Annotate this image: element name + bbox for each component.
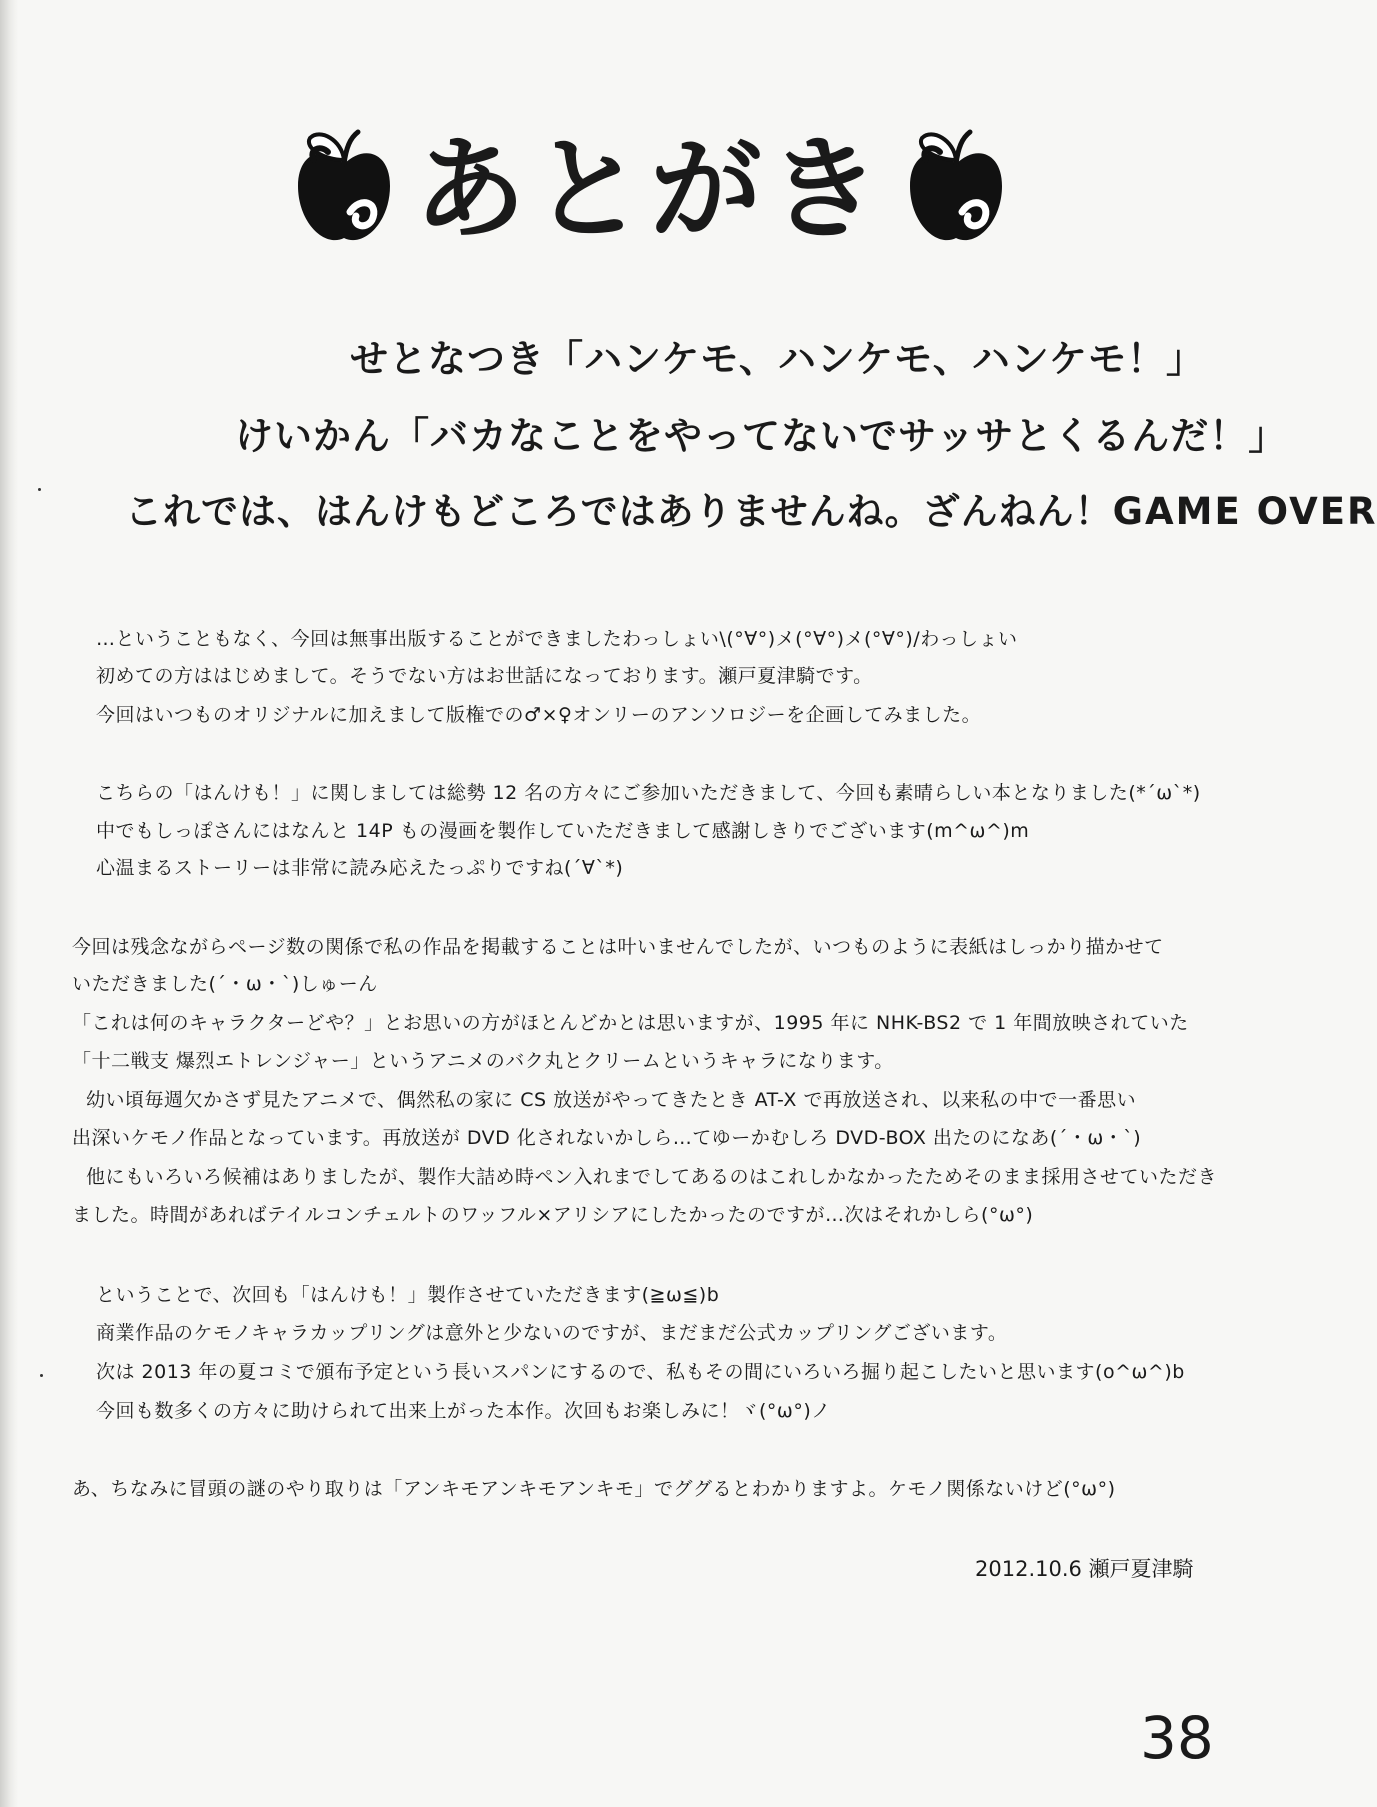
date-signature: 2012.10.6 瀬戸夏津騎 [975, 1557, 1194, 1581]
body-line: 今回は残念ながらページ数の関係で私の作品を掲載することは叶いませんでしたが、いつものように表紙はしっかり描かせて [72, 936, 1164, 958]
body-line: 今回も数多くの方々に助けられて出来上がった本作。次回もお楽しみに！ヾ(°ω°)ノ [96, 1400, 831, 1422]
headline-dialogue-1: せとなつき「ハンケモ、ハンケモ、ハンケモ！」 [350, 337, 1205, 381]
headline-dialogue-3-text: これでは、はんけもどころではありませんね。ざんねん！ [125, 490, 1113, 533]
body-line: 初めての方ははじめまして。そうでない方はお世話になっております。瀬戸夏津騎です。 [96, 665, 873, 687]
body-line: 中でもしっぽさんにはなんと 14P もの漫画を製作していただきまして感謝しきりでございます(m^ω^)m [96, 820, 1030, 842]
body-line: 幼い頃毎週欠かさず見たアニメで、偶然私の家に CS 放送がやってきたとき AT-X で再放送され、以来私の中で一番思い [86, 1089, 1137, 1111]
body-line: 次は 2013 年の夏コミで頒布予定という長いスパンにするので、私もその間にいろいろ掘り起こしたいと思います(o^ω^)b [96, 1361, 1185, 1383]
body-line: 「これは何のキャラクターどや？」とお思いの方がほとんどかとは思いますが、1995 年に NHK-BS2 で 1 年間放映されていた [72, 1012, 1189, 1034]
body-line: ました。時間があればテイルコンチェルトのワッフル×アリシアにしたかったのですが…次はそれかしら(°ω°) [72, 1204, 1034, 1226]
body-line: 「十二戦支 爆烈エトレンジャー」というアニメのバク丸とクリームというキャラになります。 [72, 1050, 894, 1072]
body-line: 商業作品のケモノキャラカップリングは意外と少ないのですが、まだまだ公式カップリングございます。 [96, 1322, 1008, 1344]
scan-speck [40, 1374, 43, 1377]
body-line: ということで、次回も「はんけも！」製作させていただきます(≧ω≦)b [96, 1284, 720, 1306]
body-line: こちらの「はんけも！」に関しましては総勢 12 名の方々にご参加いただきまして、今回も素晴らしい本となりました(*´ω`*) [96, 782, 1201, 804]
body-line: 今回はいつものオリジナルに加えまして版権での♂×♀オンリーのアンソロジーを企画してみました。 [96, 704, 982, 726]
body-line: 出深いケモノ作品となっています。再放送が DVD 化されないかしら…てゆーかむしろ DVD-BOX 出たのになあ(´・ω・`) [72, 1127, 1142, 1149]
body-line: いただきました(´・ω・`)しゅーん [72, 973, 378, 995]
scan-speck [38, 488, 41, 491]
page-number: 38 [1140, 1704, 1214, 1772]
afterword-title: あとがき [414, 125, 886, 255]
headline-dialogue-2: けいかん「バカなことをやってないでサッサとくるんだ！」 [235, 414, 1288, 458]
body-line: …ということもなく、今回は無事出版することができましたわっしょい\(°∀°)メ(°∀°)メ(°∀°)/わっしょい [96, 628, 1018, 650]
body-line: 心温まるストーリーは非常に読み応えたっぷりですね(´∀`*) [96, 857, 624, 879]
body-line: 他にもいろいろ候補はありましたが、製作大詰め時ペン入れまでしてあるのはこれしかなかったためそのまま採用させていただき [86, 1166, 1218, 1188]
body-line: あ、ちなみに冒頭の謎のやり取りは「アンキモアンキモアンキモ」でググるとわかりますよ。ケモノ関係ないけど(°ω°) [72, 1478, 1116, 1500]
game-over-text: GAME OVER [1112, 490, 1377, 533]
